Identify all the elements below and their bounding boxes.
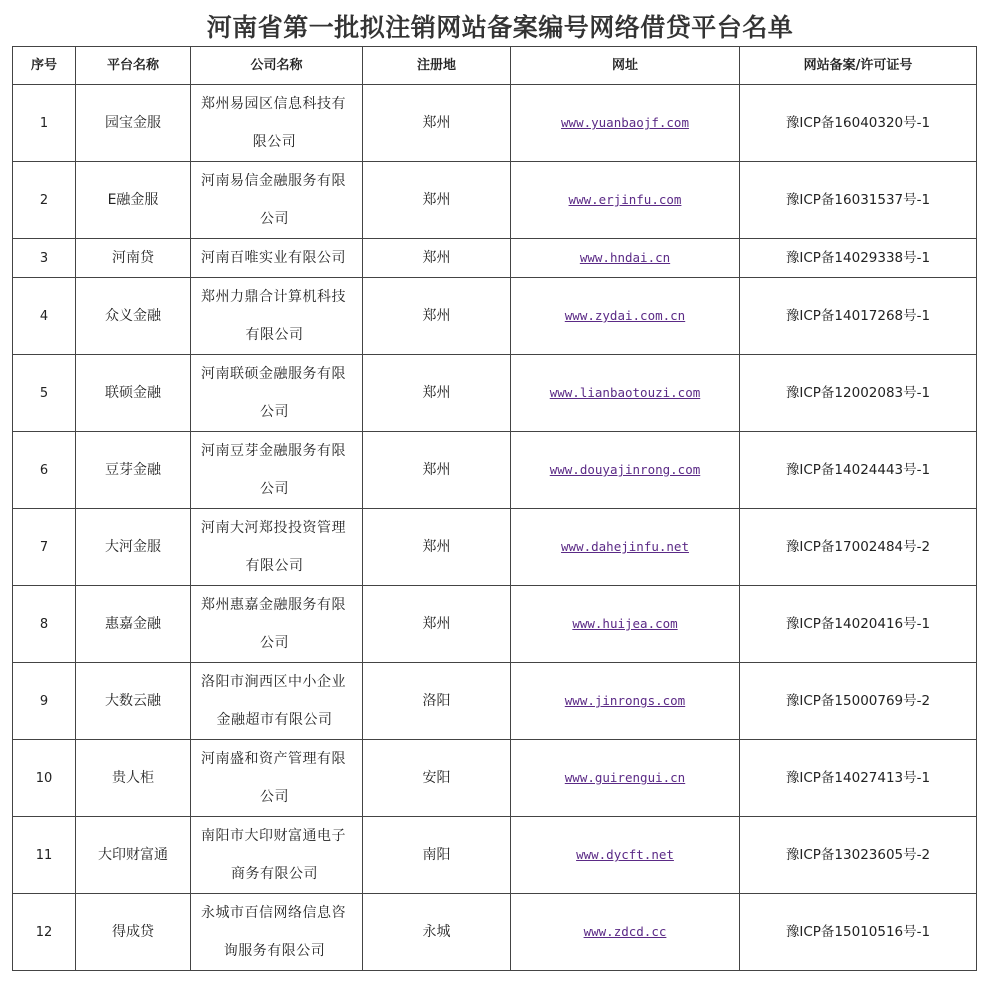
- website-link[interactable]: www.guirengui.cn: [564, 770, 686, 785]
- license-number: 豫ICP备14020416号-1: [785, 615, 931, 632]
- company-name-line2: 公司: [260, 789, 289, 805]
- company-name-line1: 河南豆芽金融服务有限: [201, 443, 346, 459]
- cell-platform: [76, 817, 191, 894]
- platform-name: 得成贷: [112, 923, 154, 940]
- cell-index: [13, 663, 76, 740]
- company-name-line2: 商务有限公司: [231, 866, 318, 882]
- company-name-line2: 公司: [260, 635, 289, 651]
- table-row: [13, 740, 977, 817]
- cell-url: [511, 894, 740, 971]
- platform-name: 惠嘉金融: [105, 615, 161, 632]
- row-index: 7: [39, 539, 49, 555]
- cell-license: [740, 278, 977, 355]
- cell-city: [363, 85, 511, 162]
- table-row: [13, 509, 977, 586]
- table-row: [13, 162, 977, 239]
- table-row: [13, 817, 977, 894]
- cell-license: [740, 740, 977, 817]
- city-name: 郑州: [422, 191, 451, 208]
- cell-platform: [76, 239, 191, 278]
- license-number: 豫ICP备14027413号-1: [785, 769, 931, 786]
- cell-index: [13, 162, 76, 239]
- cell-license: [740, 509, 977, 586]
- row-index: 1: [39, 115, 49, 131]
- row-index: 9: [39, 693, 49, 709]
- table-row: [13, 432, 977, 509]
- cell-url: [511, 817, 740, 894]
- company-name-line1: 永城市百信网络信息咨: [201, 905, 346, 921]
- cell-city: [363, 355, 511, 432]
- cell-company: [191, 586, 363, 663]
- cell-license: [740, 432, 977, 509]
- cell-url: [511, 85, 740, 162]
- cell-city: [363, 239, 511, 278]
- license-number: 豫ICP备14017268号-1: [785, 307, 931, 324]
- cell-index: [13, 509, 76, 586]
- table-row: [13, 586, 977, 663]
- cell-platform: [76, 586, 191, 663]
- platform-name: 大数云融: [105, 692, 161, 709]
- platform-name: 众义金融: [105, 307, 161, 324]
- row-index: 12: [35, 924, 53, 940]
- city-name: 郑州: [422, 538, 451, 555]
- cell-index: [13, 278, 76, 355]
- cell-platform: [76, 663, 191, 740]
- table-row: [13, 278, 977, 355]
- license-number: 豫ICP备15010516号-1: [785, 923, 931, 940]
- cell-platform: [76, 894, 191, 971]
- platform-table: [12, 46, 977, 971]
- cell-url: [511, 663, 740, 740]
- header-license: 网站备案/许可证号: [740, 47, 977, 85]
- cell-company: [191, 663, 363, 740]
- cell-platform: [76, 432, 191, 509]
- cell-license: [740, 663, 977, 740]
- platform-name: 贵人柜: [112, 769, 154, 786]
- cell-company: [191, 162, 363, 239]
- website-link[interactable]: www.zdcd.cc: [583, 924, 667, 939]
- license-number: 豫ICP备16040320号-1: [785, 114, 931, 131]
- platform-name: 豆芽金融: [105, 461, 161, 478]
- cell-platform: [76, 85, 191, 162]
- cell-platform: [76, 740, 191, 817]
- license-number: 豫ICP备14024443号-1: [785, 461, 931, 478]
- website-link[interactable]: www.dycft.net: [576, 847, 674, 862]
- company-name-line2: 公司: [260, 211, 289, 227]
- website-link[interactable]: www.huijea.com: [572, 616, 678, 631]
- header-index: 序号: [13, 47, 76, 85]
- cell-company: [191, 432, 363, 509]
- company-name-line1: 河南百唯实业有限公司: [201, 250, 346, 266]
- cell-index: [13, 85, 76, 162]
- city-name: 洛阳: [422, 692, 451, 709]
- table-header-row: [13, 47, 977, 85]
- city-name: 安阳: [422, 769, 451, 786]
- cell-city: [363, 278, 511, 355]
- cell-company: [191, 85, 363, 162]
- row-index: 6: [39, 462, 49, 478]
- cell-company: [191, 817, 363, 894]
- website-link[interactable]: www.yuanbaojf.com: [561, 115, 689, 130]
- cell-url: [511, 355, 740, 432]
- cell-city: [363, 432, 511, 509]
- cell-license: [740, 355, 977, 432]
- platform-name: E融金服: [107, 191, 159, 208]
- header-platform: 平台名称: [76, 47, 191, 85]
- header-company: 公司名称: [191, 47, 363, 85]
- row-index: 11: [35, 847, 53, 863]
- license-number: 豫ICP备13023605号-2: [785, 846, 931, 863]
- company-name-line1: 河南联硕金融服务有限: [201, 366, 346, 382]
- cell-index: [13, 894, 76, 971]
- city-name: 郑州: [422, 307, 451, 324]
- cell-url: [511, 509, 740, 586]
- cell-company: [191, 509, 363, 586]
- cell-company: [191, 355, 363, 432]
- cell-license: [740, 586, 977, 663]
- cell-index: [13, 817, 76, 894]
- table-row: [13, 663, 977, 740]
- cell-index: [13, 740, 76, 817]
- cell-index: [13, 432, 76, 509]
- company-name-line1: 南阳市大印财富通电子: [201, 828, 346, 844]
- cell-license: [740, 894, 977, 971]
- cell-platform: [76, 278, 191, 355]
- company-name-line2: 限公司: [252, 134, 297, 150]
- cell-url: [511, 432, 740, 509]
- cell-url: [511, 740, 740, 817]
- row-index: 3: [39, 250, 49, 266]
- company-name-line1: 郑州惠嘉金融服务有限: [201, 597, 346, 613]
- cell-url: [511, 162, 740, 239]
- cell-index: [13, 586, 76, 663]
- row-index: 5: [39, 385, 49, 401]
- website-link[interactable]: www.lianbaotouzi.com: [549, 385, 701, 400]
- row-index: 10: [35, 770, 53, 786]
- company-name-line1: 河南大河郑投投资管理: [201, 520, 346, 536]
- cell-index: [13, 239, 76, 278]
- row-index: 2: [39, 192, 49, 208]
- table-row: [13, 894, 977, 971]
- company-name-line2: 询服务有限公司: [223, 943, 326, 959]
- cell-company: [191, 278, 363, 355]
- cell-city: [363, 740, 511, 817]
- platform-name: 大印财富通: [98, 846, 168, 863]
- cell-company: [191, 894, 363, 971]
- company-name-line2: 有限公司: [245, 558, 304, 574]
- city-name: 郑州: [422, 384, 451, 401]
- page-title: 河南省第一批拟注销网站备案编号网络借贷平台名单: [206, 13, 794, 42]
- cell-platform: [76, 162, 191, 239]
- website-link[interactable]: www.erjinfu.com: [568, 192, 682, 207]
- license-number: 豫ICP备17002484号-2: [785, 538, 931, 555]
- table-row: [13, 85, 977, 162]
- cell-city: [363, 586, 511, 663]
- platform-name: 河南贷: [112, 249, 154, 266]
- city-name: 永城: [422, 923, 451, 940]
- table-row: [13, 355, 977, 432]
- city-name: 郑州: [422, 461, 451, 478]
- company-name-line2: 公司: [260, 481, 289, 497]
- cell-company: [191, 239, 363, 278]
- city-name: 南阳: [422, 846, 451, 863]
- cell-license: [740, 817, 977, 894]
- website-link[interactable]: www.zydai.com.cn: [564, 308, 686, 323]
- company-name-line2: 公司: [260, 404, 289, 420]
- website-link[interactable]: www.douyajinrong.com: [549, 462, 701, 477]
- table-row: [13, 239, 977, 278]
- cell-index: [13, 355, 76, 432]
- company-name-line1: 河南易信金融服务有限: [201, 173, 346, 189]
- license-number: 豫ICP备14029338号-1: [785, 249, 931, 266]
- cell-license: [740, 162, 977, 239]
- row-index: 4: [39, 308, 49, 324]
- cell-company: [191, 740, 363, 817]
- website-link[interactable]: www.dahejinfu.net: [561, 539, 689, 554]
- cell-city: [363, 663, 511, 740]
- header-city: 注册地: [363, 47, 511, 85]
- website-link[interactable]: www.jinrongs.com: [564, 693, 686, 708]
- cell-url: [511, 278, 740, 355]
- cell-platform: [76, 509, 191, 586]
- city-name: 郑州: [422, 615, 451, 632]
- cell-city: [363, 162, 511, 239]
- company-name-line1: 河南盛和资产管理有限: [201, 751, 346, 767]
- cell-license: [740, 85, 977, 162]
- company-name-line1: 郑州力鼎合计算机科技: [201, 289, 346, 305]
- license-number: 豫ICP备12002083号-1: [785, 384, 931, 401]
- platform-name: 大河金服: [105, 538, 161, 555]
- cell-license: [740, 239, 977, 278]
- company-name-line2: 有限公司: [245, 327, 304, 343]
- company-name-line1: 洛阳市涧西区中小企业: [201, 674, 346, 690]
- cell-city: [363, 817, 511, 894]
- header-url: 网址: [511, 47, 740, 85]
- cell-city: [363, 509, 511, 586]
- city-name: 郑州: [422, 114, 451, 131]
- row-index: 8: [39, 616, 49, 632]
- cell-url: [511, 239, 740, 278]
- company-name-line2: 金融超市有限公司: [216, 712, 333, 728]
- cell-platform: [76, 355, 191, 432]
- company-name-line1: 郑州易园区信息科技有: [201, 96, 346, 112]
- cell-url: [511, 586, 740, 663]
- license-number: 豫ICP备16031537号-1: [785, 191, 931, 208]
- city-name: 郑州: [422, 249, 451, 266]
- platform-name: 园宝金服: [105, 114, 161, 131]
- cell-city: [363, 894, 511, 971]
- website-link[interactable]: www.hndai.cn: [579, 250, 671, 265]
- license-number: 豫ICP备15000769号-2: [785, 692, 931, 709]
- platform-name: 联硕金融: [105, 384, 161, 401]
